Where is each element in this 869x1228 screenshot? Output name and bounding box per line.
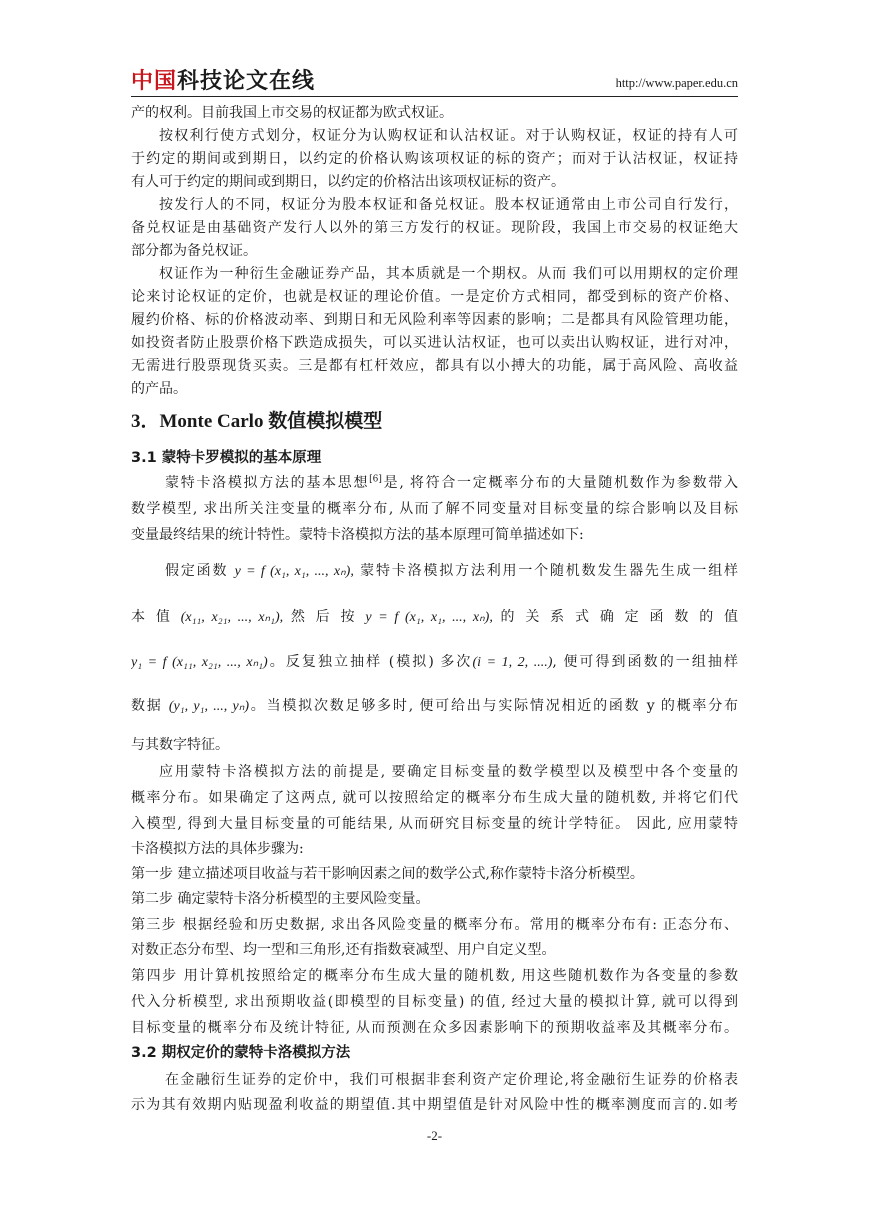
text-line: 论来讨论权证的定价，也就是权证的理论价值。一是定价方式相同，都受到标的资产价格、 [131,289,738,305]
text-line: 变量最终结果的统计特性。蒙特卡洛模拟方法的基本原理可简单描述如下: [131,527,584,543]
text-line-with-formula: 本 值 (x₁₁, x₂₁, ..., xₙ₁), 然 后 按 y = f (x₁, x₁, ..., xₙ), 的 关 系 式 确 定 函 数 的 值 [131,609,738,625]
text-line: 应用蒙特卡洛模拟方法的前提是, 要确定目标变量的数学模型以及模型中各个变量的 [159,764,738,780]
page-number: -2- [426,1128,443,1143]
text-line: 入模型, 得到大量目标变量的可能结果, 从而研究目标变量的统计学特征。 因此, 应用蒙特 [131,816,738,832]
text-line: 权证作为一种衍生金融证券产品，其本质就是一个期权。从而 我们可以用期权的定价理 [159,266,738,282]
formula: (y₁, y₁, ..., yₙ) [168,699,249,714]
section-heading-3: 3．Monte Carlo 数值模拟模型 [131,411,383,432]
text-line-with-formula: 数据 (y₁, y₁, ..., yₙ)。当模拟次数足够多时, 便可给出与实际情况相近的函数 y 的概率分布 [131,698,738,714]
formula: y₁ = f (x₁₁, x₂₁, ..., xₙ₁) [131,655,268,670]
step-4-cont: 代入分析模型, 求出预期收益(即模型的目标变量) 的值, 经过大量的模拟计算, 就可以得到 [131,994,738,1010]
formula: (x₁₁, x₂₁, ..., xₙ₁), [180,610,284,625]
site-logo [131,64,315,95]
text-line: 卡洛模拟方法的具体步骤为: [131,841,304,857]
text-line: 无需进行股票现货买卖。三是都有杠杆效应，都具有以小搏大的功能，属于高风险、高收益 [131,358,738,374]
text-line: 的产品。 [131,381,187,397]
text-line: 概率分布。如果确定了这两点, 就可以按照给定的概率分布生成大量的随机数, 并将它们代 [131,790,738,806]
text-line: 数学模型, 求出所关注变量的概率分布, 从而了解不同变量对目标变量的综合影响以及目标 [131,501,738,517]
citation-ref: [6] [369,474,382,485]
page-header [131,62,738,92]
text-line: 部分都为备兑权证。 [131,243,257,259]
step-4-cont: 目标变量的概率分布及统计特征, 从而预测在众多因素影响下的预期收益率及其概率分布。 [131,1020,738,1036]
subsection-heading-3-2: 3.2 期权定价的蒙特卡洛模拟方法 [131,1045,351,1061]
step-4: 第四步 用计算机按照给定的概率分布生成大量的随机数, 用这些随机数作为各变量的参数 [131,968,738,984]
logo-dark-part: 科技论文在线 [177,69,316,94]
text-line: 履约价格、标的价格波动率、到期日和无风险利率等因素的影响；二是都具有风险管理功能， [131,312,738,328]
subsection-heading-3-1: 3.1 蒙特卡罗模拟的基本原理 [131,450,322,466]
text-line: 备兑权证是由基础资产发行人以外的第三方发行的权证。现阶段，我国上市交易的权证绝大 [131,220,738,236]
text-line: 按权利行使方式划分，权证分为认购权证和认沽权证。对于认购权证，权证的持有人可 [159,128,738,144]
site-url[interactable]: http://www.paper.edu.cn [615,76,738,90]
text-line: 按发行人的不同，权证分为股本权证和备兑权证。股本权证通常由上市公司自行发行， [159,197,738,213]
text-line: 蒙特卡洛模拟方法的基本思想[6]是, 将符合一定概率分布的大量随机数作为参数带入 [165,474,738,491]
logo-red-part: 中国 [131,69,178,94]
text-line: 于约定的期间或到期日，以约定的价格认购该项权证的标的资产；而对于认沽权证，权证持 [131,151,738,167]
text-line-with-formula: 假定函数 y = f (x₁, x₁, ..., xₙ), 蒙特卡洛模拟方法利用一个随机数发生器先生成一组样 [165,563,738,579]
text-line: 示为其有效期内贴现盈利收益的期望值.其中期望值是针对风险中性的概率测度而言的.如考 [131,1097,738,1113]
text-line: 如投资者防止股票价格下跌造成损失，可以买进认沽权证，也可以卖出认购权证，进行对冲， [131,335,738,351]
step-2: 第二步 确定蒙特卡洛分析模型的主要风险变量。 [131,891,430,907]
formula: y = f (x₁, x₁, ..., xₙ), [365,610,493,625]
step-3: 第三步 根据经验和历史数据, 求出各风险变量的概率分布。常用的概率分布有: 正态分布、 [131,917,738,933]
formula: (i = 1, 2, ....) [472,655,553,670]
formula: y = f (x₁, x₁, ..., xₙ), [234,564,354,579]
text-line: 产的权利。目前我国上市交易的权证都为欧式权证。 [131,105,453,121]
header-rule [131,96,738,97]
text-line: 与其数字特征。 [131,737,229,753]
text-line: 有人可于约定的期间或到期日，以约定的价格沽出该项权证标的资产。 [131,174,565,190]
step-3-cont: 对数正态分布型、均一型和三角形,还有指数衰减型、用户自定义型。 [131,942,556,958]
step-1: 第一步 建立描述项目收益与若干影响因素之间的数学公式,称作蒙特卡洛分析模型。 [131,866,644,882]
text-line-with-formula: y₁ = f (x₁₁, x₂₁, ..., xₙ₁)。反复独立抽样 (模拟) 多次(i = 1, 2, ....), 便可得到函数的一组抽样 [131,654,738,670]
text-line: 在金融衍生证券的定价中，我们可根据非套利资产定价理论,将金融衍生证券的价格表 [165,1072,738,1088]
